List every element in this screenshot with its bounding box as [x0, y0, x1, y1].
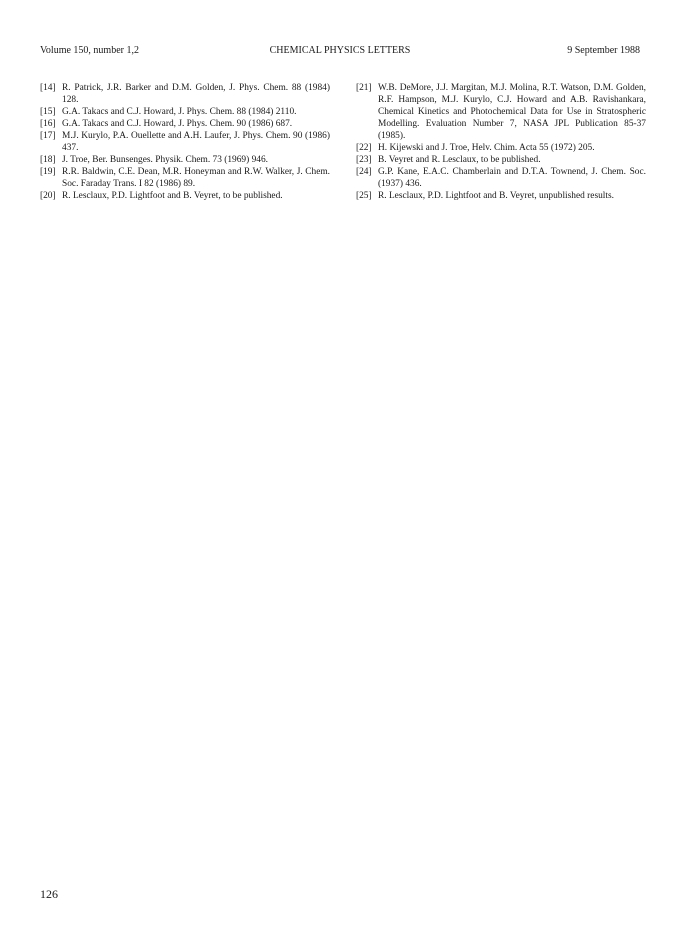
reference-text: M.J. Kurylo, P.A. Ouellette and A.H. Laufer, J. Phys. Chem. 90 (1986) 437. — [62, 131, 330, 153]
reference-item — [356, 142, 646, 154]
reference-item — [40, 106, 330, 118]
reference-list-left-column — [40, 82, 330, 202]
reference-text: R.R. Baldwin, C.E. Dean, M.R. Honeyman and R.W. Walker, J. Chem. Soc. Faraday Trans. I 82 (1986) 89. — [62, 167, 330, 189]
reference-item — [40, 154, 330, 166]
reference-item — [40, 82, 330, 106]
reference-number: [16] — [40, 119, 56, 129]
issue-date: 9 September 1988 — [567, 45, 640, 56]
reference-number: [17] — [40, 131, 56, 141]
reference-text: G.A. Takacs and C.J. Howard, J. Phys. Chem. 90 (1986) 687. — [62, 119, 293, 129]
journal-title: CHEMICAL PHYSICS LETTERS — [269, 45, 411, 56]
reference-item — [356, 82, 646, 142]
reference-text: R. Patrick, J.R. Barker and D.M. Golden, J. Phys. Chem. 88 (1984) 128. — [62, 83, 330, 105]
reference-item — [356, 154, 646, 166]
reference-number: [22] — [356, 143, 372, 153]
reference-item — [40, 190, 330, 202]
reference-text: H. Kijewski and J. Troe, Helv. Chim. Acta 55 (1972) 205. — [378, 143, 595, 153]
reference-text: G.A. Takacs and C.J. Howard, J. Phys. Chem. 88 (1984) 2110. — [62, 107, 297, 117]
reference-item — [356, 166, 646, 190]
page-number: 126 — [40, 887, 58, 901]
volume-info: Volume 150, number 1,2 — [40, 45, 139, 56]
running-header — [40, 44, 640, 58]
reference-number: [21] — [356, 83, 372, 93]
reference-item — [40, 166, 330, 190]
reference-number: [14] — [40, 83, 56, 93]
reference-text: B. Veyret and R. Lesclaux, to be published. — [378, 155, 541, 165]
reference-item — [40, 130, 330, 154]
reference-text: G.P. Kane, E.A.C. Chamberlain and D.T.A. Townend, J. Chem. Soc. (1937) 436. — [378, 167, 646, 189]
reference-number: [18] — [40, 155, 56, 165]
reference-number: [19] — [40, 167, 56, 177]
reference-text: R. Lesclaux, P.D. Lightfoot and B. Veyret, to be published. — [62, 191, 283, 201]
reference-list-right-column — [356, 82, 646, 202]
reference-item — [356, 190, 646, 202]
reference-number: [23] — [356, 155, 372, 165]
reference-number: [15] — [40, 107, 56, 117]
reference-text: R. Lesclaux, P.D. Lightfoot and B. Veyret, unpublished results. — [378, 191, 614, 201]
reference-number: [20] — [40, 191, 56, 201]
reference-number: [25] — [356, 191, 372, 201]
reference-item — [40, 118, 330, 130]
reference-text: W.B. DeMore, J.J. Margitan, M.J. Molina, R.T. Watson, D.M. Golden, R.F. Hampson, M.J. Kurylo, C.J. Howard and A.B. Ravishankara, Chemical Kinetics and Photochemical Data for Use in Stratospheric Modelling. Evaluation Number 7, NASA JPL Publication 85-37 (1985). — [378, 83, 646, 141]
reference-number: [24] — [356, 167, 372, 177]
reference-text: J. Troe, Ber. Bunsenges. Physik. Chem. 73 (1969) 946. — [62, 155, 268, 165]
